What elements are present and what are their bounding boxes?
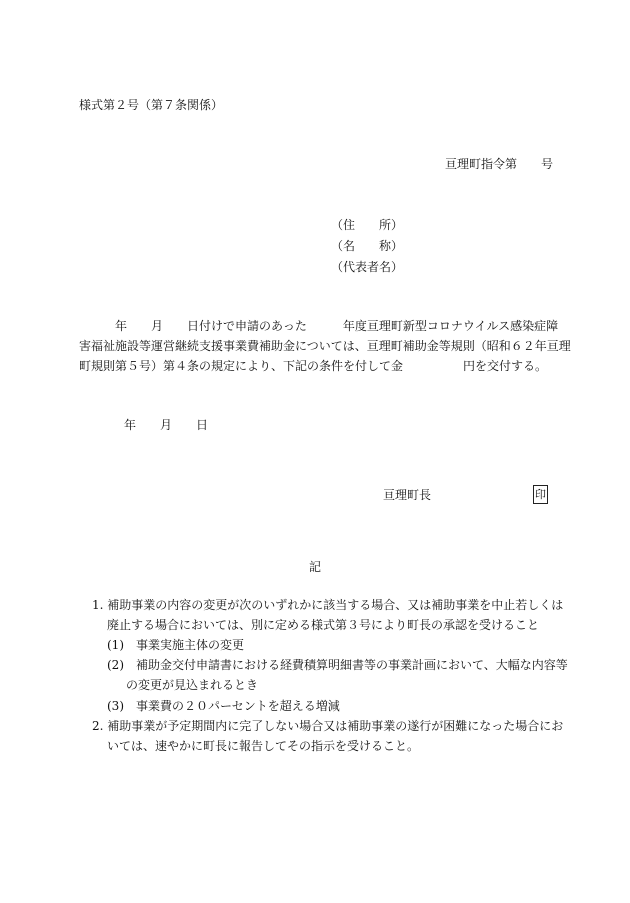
body-line: 町規則第５号）第４条の規定により、下記の条件を付して金 円を交付する。 <box>79 359 548 373</box>
condition-item: 1. 補助事業の内容の変更が次のいずれかに該当する場合、又は補助事業を中止若しくは <box>92 598 564 612</box>
condition-item-continuation: 廃止する場合においては、別に定める様式第３号により町長の承認を受けること <box>107 618 540 632</box>
mayor-title: 亘理町長 <box>383 488 432 502</box>
form-label: 様式第２号（第７条関係） <box>79 98 224 112</box>
conditions-heading: 記 <box>309 560 322 574</box>
condition-item-continuation: いては、速やかに町長に報告してその指示を受けること。 <box>107 739 420 753</box>
body-line: 年 月 日付けで申請のあった 年度亘理町新型コロナウイルス感染症障 <box>79 319 559 333</box>
name-label: （名 称） <box>331 239 404 253</box>
condition-subitem: (1) 事業実施主体の変更 <box>107 638 244 652</box>
issue-date: 年 月 日 <box>124 418 209 432</box>
condition-subitem: (3) 事業費の２０パーセントを超える増減 <box>107 699 340 713</box>
condition-subitem-continuation: の変更が見込まれるとき <box>126 678 259 692</box>
document-number: 亘理町指令第 号 <box>445 157 554 171</box>
seal-stamp: 印 <box>533 485 548 504</box>
address-label: （住 所） <box>331 218 404 232</box>
condition-item: 2. 補助事業が予定期間内に完了しない場合又は補助事業の遂行が困難になった場合にお <box>92 719 564 733</box>
representative-label: （代表者名） <box>331 260 404 274</box>
condition-subitem: (2) 補助金交付申請書における経費積算明細書等の事業計画において、大幅な内容等 <box>107 658 568 672</box>
body-line: 害福祉施設等運営継続支援事業費補助金については、亘理町補助金等規則（昭和６２年亘理 <box>79 339 571 353</box>
